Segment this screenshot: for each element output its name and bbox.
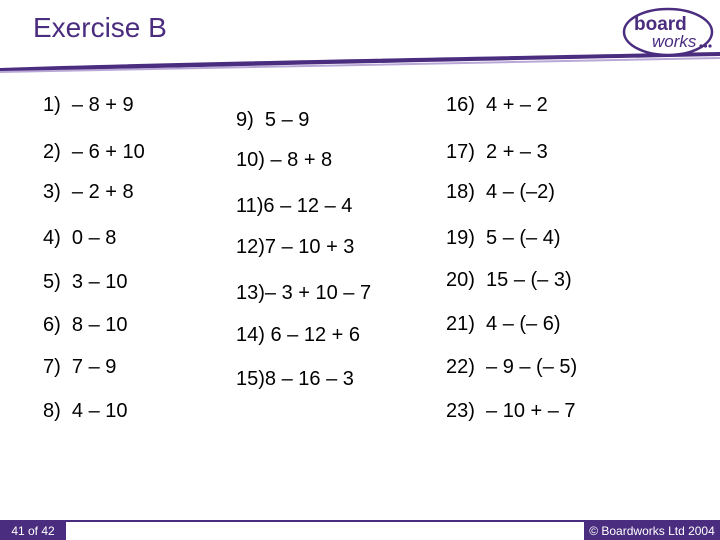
exercise-8: 8) 4 – 10 bbox=[43, 400, 128, 422]
boardworks-logo bbox=[622, 6, 714, 58]
page-number: 41 of 42 bbox=[0, 522, 66, 540]
exercise-11: 11)6 – 12 – 4 bbox=[236, 195, 353, 217]
exercise-4: 4) 0 – 8 bbox=[43, 227, 117, 249]
exercise-23: 23) – 10 + – 7 bbox=[446, 400, 576, 422]
exercise-21: 21) 4 – (– 6) bbox=[446, 313, 561, 335]
exercise-2: 2) – 6 + 10 bbox=[43, 141, 145, 163]
exercise-1: 1) – 8 + 9 bbox=[43, 94, 134, 116]
exercise-10: 10) – 8 + 8 bbox=[236, 149, 333, 171]
exercise-17: 17) 2 + – 3 bbox=[446, 141, 548, 163]
exercise-5: 5) 3 – 10 bbox=[43, 271, 128, 293]
logo-text-board: board bbox=[634, 14, 687, 35]
exercise-22: 22) – 9 – (– 5) bbox=[446, 356, 578, 378]
exercise-7: 7) 7 – 9 bbox=[43, 356, 117, 378]
exercise-15: 15)8 – 16 – 3 bbox=[236, 368, 354, 390]
exercise-3: 3) – 2 + 8 bbox=[43, 181, 134, 203]
exercise-9: 9) 5 – 9 bbox=[236, 109, 310, 131]
exercise-13: 13)– 3 + 10 – 7 bbox=[236, 282, 372, 304]
copyright-notice: © Boardworks Ltd 2004 bbox=[584, 522, 720, 540]
exercise-14: 14) 6 – 12 + 6 bbox=[236, 324, 360, 346]
header-swoosh-divider bbox=[0, 50, 720, 80]
exercise-19: 19) 5 – (– 4) bbox=[446, 227, 561, 249]
exercise-20: 20) 15 – (– 3) bbox=[446, 269, 572, 291]
slide-title: Exercise B bbox=[33, 12, 167, 43]
logo-text-works: works bbox=[652, 32, 697, 51]
exercise-18: 18) 4 – (–2) bbox=[446, 181, 555, 203]
exercise-12: 12)7 – 10 + 3 bbox=[236, 236, 355, 258]
exercise-6: 6) 8 – 10 bbox=[43, 314, 128, 336]
exercise-16: 16) 4 + – 2 bbox=[446, 94, 548, 116]
